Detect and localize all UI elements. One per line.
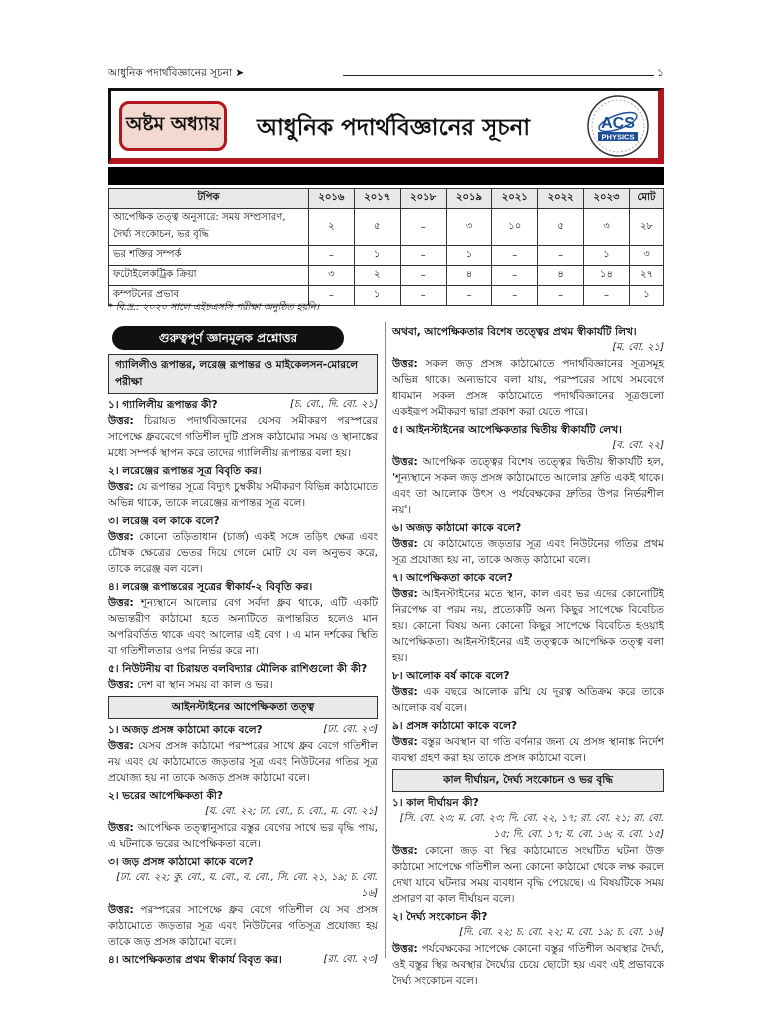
- question: ৮। আলোক বর্ষ কাকে বলে?: [392, 670, 510, 682]
- table-cell: –: [538, 246, 584, 266]
- answer: [108, 820, 378, 852]
- question: ৩। লরেঞ্জ বল কাকে বলে?: [108, 515, 220, 527]
- table-cell: –: [400, 286, 446, 306]
- answer-label: উত্তর:: [392, 538, 418, 550]
- question: [108, 397, 378, 413]
- table-cell: ১: [354, 246, 400, 266]
- table-header-cell: ২০১৭: [354, 189, 400, 209]
- table-row: [109, 246, 664, 266]
- running-head-rule: [343, 75, 654, 76]
- answer: [392, 454, 664, 518]
- table-cell: ২৮: [629, 209, 663, 246]
- answer-text: কোনো তড়িতাধান (চার্জ) একই সঙ্গে তড়িৎ ক্ষেত্র এবং চৌম্বক ক্ষেত্রের ভেতর দিয়ে গেলে মোট যে বল অনুভব করে, তাকে লরেঞ্জ বল বলে।: [108, 531, 378, 575]
- answer-text: আপেক্ষিক তত্ত্বানুসারে বস্তুর বেগের সাথে ভর বৃদ্ধি পায়, এ ঘটনাকে ভরের আপেক্ষিকতা বলে।: [108, 822, 378, 850]
- table-cell: ১৪: [584, 266, 630, 286]
- answer: [392, 586, 664, 666]
- board-reference: [ঢা. বো. ২৩]: [323, 724, 378, 735]
- table-cell: ভর শক্তির সম্পর্ক: [109, 246, 309, 266]
- left-column: [108, 322, 378, 968]
- table-cell: ১: [584, 246, 630, 266]
- running-head-title: আধুনিক পদার্থবিজ্ঞানের সূচনা ➤: [108, 67, 245, 79]
- chapter-label: অষ্টম অধ্যায়: [119, 101, 227, 151]
- chapter-title: আধুনিক পদার্থবিজ্ঞানের সূচনা: [257, 114, 531, 141]
- answer-text: শূন্যস্থানে আলোর বেগ সর্বদা ধ্রুব থাকে, এটি একটি অভ্যন্তরীণ কাঠামো হতে অন্যটিতে রূপান্তরিত হলেও মান অপরিবর্তিত থাকে এবং আলোর এই বেগ । এ মান দর্শকের স্থিতি বা গতিশীলতার ওপর নির্ভর করে না।: [108, 597, 378, 657]
- answer: [108, 479, 378, 511]
- table-header-cell: ২০২৩: [584, 189, 630, 209]
- answer-text: পরস্পরের সাপেক্ষে ধ্রুব বেগে গতিশীল যে সব প্রসঙ্গ কাঠামোতে জড়তার সূত্র এবং নিউটনের গতিসূত্র প্রযোজ্য হয় তাকে জড় প্রসঙ্গ কাঠামো বলে।: [108, 904, 378, 948]
- answer-text: যে রূপান্তর সূত্রে বিদ্যুৎ চুম্বকীয় সমীকরণ বিভিন্ন কাঠামোতে অভিন্ন থাকে, তাকে লরেঞ্জের রূপান্তর সূত্র বলে।: [108, 481, 378, 509]
- question: ৫। আইনস্টাইনের আপেক্ষিকতার দ্বিতীয় স্বীকার্যটি লেখ।: [392, 424, 622, 436]
- table-cell: ৫: [354, 209, 400, 246]
- table-cell: ফটোইলেকট্রিক ক্রিয়া: [109, 266, 309, 286]
- acs-physics-logo-icon: [586, 94, 650, 158]
- table-cell: ১০: [492, 209, 538, 246]
- answer-text: আইনস্টাইনের মতে স্থান, কাল এবং ভর এদের কোনোটিই নিরপেক্ষ বা পরম নয়, প্রত্যেকটি অন্য কিছুর সাপেক্ষে বিবেচিত হয়। কোনো বিষয় অন্য কোনো কিছুর সাপেক্ষে বিবেচিত হওয়াই আপেক্ষিকতা। আইনস্টাইনের এই তত্ত্বকে আপেক্ষিক তত্ত্ব বলা হয়।: [392, 588, 664, 664]
- answer: [392, 684, 664, 716]
- answer-label: উত্তর:: [392, 686, 418, 698]
- table-cell: –: [446, 286, 492, 306]
- answer-label: উত্তর:: [392, 845, 418, 857]
- table-cell: ৩: [309, 266, 355, 286]
- table-cell: –: [492, 266, 538, 286]
- answer-text: পর্যবেক্ষকের সাপেক্ষে কোনো বস্তুর গতিশীল অবস্থার দৈর্ঘ্য, ওই বস্তুর স্থির অবস্থার দৈর্ঘ্যের চেয়ে ছোটো হয় এবং এই প্রভাবকে দৈর্ঘ্য সংকোচন বলে।: [392, 943, 664, 987]
- board-reference: [দি. বো. ২২; চ. বো. ২২; ম. বো. ১৯; চ. বো. ১৬]: [459, 927, 664, 938]
- table-header-cell: ২০১৮: [400, 189, 446, 209]
- table-cell: –: [400, 209, 446, 246]
- question: ২। ভরের আপেক্ষিকতা কী?: [108, 790, 223, 802]
- answer-label: উত্তর:: [108, 481, 134, 493]
- board-reference: [রা. বো. ২৩]: [323, 954, 378, 965]
- answer-text: কোনো জড় বা স্থির কাঠামোতে সংঘটিত ঘটনা উক্ত কাঠামো সাপেক্ষে গতিশীল অন্য কোনো কাঠামো থেকে লক্ষ করলে দেখা যাবে ঘটনার সময় ব্যবধান বৃদ্ধি পেয়েছে। এ বিষয়টিকে সময় প্রসারণ বা কাল দীর্ঘায়ন বলে।: [392, 845, 664, 905]
- question: ৯। প্রসঙ্গ কাঠামো কাকে বলে?: [392, 720, 518, 732]
- answer-label: উত্তর:: [108, 679, 134, 691]
- question: ২। দৈর্ঘ্য সংকোচন কী?: [392, 911, 488, 923]
- subsection-heading: গ্যালিলীও রূপান্তর, লরেঞ্জ রূপান্তর ও মাইকেলসন-মোরলে পরীক্ষা: [108, 354, 378, 394]
- right-column: [392, 322, 664, 989]
- answer: [108, 595, 378, 659]
- board-reference: [ঢা. বো. ২২; কু. বো., য. বো., ব. বো., সি. বো. ২১, ১৯; চ. বো. ১৬]: [116, 872, 378, 899]
- board-reference: [সি. বো. ২৩; ম. বো. ২৩; দি. বো. ২২, ১৭; রা. বো. ২১; রা. বো. ১৫; দি. বো. ১৭; য. বো. ১৬; ব. বো. ১৫]: [399, 813, 664, 840]
- answer-label: উত্তর:: [108, 822, 134, 834]
- table-cell: –: [400, 266, 446, 286]
- answer: [392, 941, 664, 989]
- logo-text-bottom: PHYSICS: [601, 132, 635, 142]
- answer-text: চিরায়ত পদার্থবিজ্ঞানের যেসব সমীকরণ পরস্পরের সাপেক্ষে ধ্রুববেগে গতিশীল দুটি প্রসঙ্গ কাঠামোর সময় ও স্থানাঙ্কের মধ্যে সম্পর্ক স্থাপন করে তাদের গ্যালিলীয় রূপান্তর বলা হয়।: [108, 415, 378, 459]
- answer-text: যে কাঠামোতে জড়তার সূত্র এবং নিউটনের গতির প্রথম সূত্র প্রযোজ্য হয় না, তাকে অজড় কাঠামো বলে।: [392, 538, 664, 566]
- chapter-banner: [108, 88, 664, 164]
- table-cell: আপেক্ষিক তত্ত্ব অনুসারে: সময় সম্প্রসারণ, দৈর্ঘ্য সংকোচন, ভর বৃদ্ধি: [109, 209, 309, 246]
- question-text: ৪। আপেক্ষিকতার প্রথম স্বীকার্য বিবৃত কর।: [108, 954, 282, 966]
- table-row: [109, 266, 664, 286]
- board-reference: [চ. বো., দি. বো. ২১]: [290, 399, 378, 410]
- table-cell: ৩: [584, 209, 630, 246]
- topic-year-table: [108, 188, 664, 306]
- answer-label: উত্তর:: [392, 588, 418, 600]
- answer: [392, 843, 664, 907]
- answer-label: উত্তর:: [108, 740, 134, 752]
- table-cell: ১: [446, 246, 492, 266]
- table-cell: ৩: [629, 246, 663, 266]
- table-cell: ৩: [446, 209, 492, 246]
- answer: [392, 734, 664, 766]
- table-header-cell: টপিক: [109, 189, 309, 209]
- answer: [108, 677, 378, 693]
- table-cell: ১: [629, 286, 663, 306]
- table-header-row: [109, 189, 664, 209]
- question: ১। কাল দীর্ঘায়ন কী?: [392, 797, 479, 809]
- table-cell: –: [400, 246, 446, 266]
- table-cell: ১: [354, 286, 400, 306]
- question: ৫। নিউটনীয় বা চিরায়ত বলবিদ্যার মৌলিক রাশিগুলো কী কী?: [108, 663, 368, 675]
- question: ৩। জড় প্রসঙ্গ কাঠামো কাকে বলে?: [108, 856, 254, 868]
- table-cell: ৪: [446, 266, 492, 286]
- table-cell: ২: [309, 209, 355, 246]
- question: ৪। লরেঞ্জ রূপান্তরের সূত্রের স্বীকার্য-২ বিবৃতি কর।: [108, 581, 313, 593]
- column-divider: [385, 322, 386, 958]
- question: [108, 722, 378, 738]
- answer-label: উত্তর:: [108, 904, 134, 916]
- black-divider-bar: [108, 167, 664, 185]
- board-reference: [ম. বো. ২১]: [612, 342, 664, 353]
- table-header-cell: ২০১৬: [309, 189, 355, 209]
- answer: [392, 536, 664, 568]
- answer-text: দেশ বা স্থান সময় বা কাল ও ভর।: [137, 679, 273, 691]
- table-cell: ২: [354, 266, 400, 286]
- subsection-heading: আইনস্টাইনের আপেক্ষিকতা তত্ত্ব: [108, 696, 378, 719]
- page-number: ১: [657, 67, 664, 79]
- answer-text: বস্তুর অবস্থান বা গতি বর্ণনার জন্য যে প্রসঙ্গ স্থানাঙ্ক নির্দেশ ব্যবস্থা গ্রহণ করা হয় তাকে প্রসঙ্গ কাঠামো বলে।: [392, 736, 665, 764]
- table-cell: –: [538, 286, 584, 306]
- table-header-cell: ২০২২: [538, 189, 584, 209]
- table-footnote: * বি.দ্র.: ২০২০ সালে এইচএসসি পরীক্ষা অনুষ্ঠিত হয়নি।: [108, 302, 320, 313]
- table-cell: কম্পটনের প্রভাব: [109, 286, 309, 306]
- logo-text-top: ACS: [601, 115, 635, 132]
- table-cell: ৪: [538, 266, 584, 286]
- table-cell: –: [492, 246, 538, 266]
- question: ২। লরেঞ্জের রূপান্তর সূত্র বিবৃতি কর।: [108, 465, 262, 477]
- section-title: গুরুত্বপূর্ণ জ্ঞানমূলক প্রশ্নোত্তর: [112, 326, 344, 350]
- table-cell: ২৭: [629, 266, 663, 286]
- answer: [108, 529, 378, 577]
- board-reference: [ব. বো. ২২]: [612, 440, 664, 451]
- answer-text: আপেক্ষিক তত্ত্বের বিশেষ তত্ত্বের দ্বিতীয় স্বীকার্যটি হল, 'শূন্যস্থানে সকল জড় প্রসঙ্গ কাঠামোতে আলোর দ্রুতি একই থাকে। এবং তা আলোক উৎস ও পর্যবেক্ষকের দ্রুতির উপর নির্ভরশীল নয়'।: [392, 456, 664, 516]
- subsection-heading: কাল দীর্ঘায়ন, দৈর্ঘ্য সংকোচন ও ভর বৃদ্ধি: [392, 769, 664, 792]
- table-cell: –: [309, 286, 355, 306]
- question: [108, 952, 378, 968]
- table-cell: –: [492, 286, 538, 306]
- running-head: [108, 66, 664, 82]
- answer: [108, 413, 378, 461]
- answer-label: উত্তর:: [392, 358, 418, 370]
- answer: [392, 356, 664, 420]
- answer: [108, 738, 378, 786]
- question-text: ১। অজড় প্রসঙ্গ কাঠামো কাকে বলে?: [108, 724, 263, 736]
- table-cell: –: [309, 246, 355, 266]
- table-row: [109, 209, 664, 246]
- answer-text: সকল জড় প্রসঙ্গ কাঠামোতে পদার্থবিজ্ঞানের সূত্রসমূহ অভিন্ন থাকে। অন্যভাবে বলা যায়, পরস্পরের সাথে সমবেগে ধাবমান সকল প্রসঙ্গ কাঠামোতে পদার্থবিজ্ঞানের সূত্রগুলো একইরূপ সমীকরণ দ্বারা প্রকাশ করা যেতে পারে।: [392, 358, 664, 418]
- table-header-cell: মোট: [629, 189, 663, 209]
- question-text: ১। গ্যালিলীয় রূপান্তর কী?: [108, 399, 218, 411]
- answer-text: যেসব প্রসঙ্গ কাঠামো পরস্পরের সাথে ধ্রুব বেগে গতিশীল নয় এবং যে কাঠামোতে জড়তার সূত্র এবং নিউটনের গতির সূত্র প্রযোজ্য হয় না তাকে অজড় প্রসঙ্গ কাঠামো বলে।: [108, 740, 378, 784]
- answer-label: উত্তর:: [108, 597, 134, 609]
- table-cell: –: [584, 286, 630, 306]
- answer-label: উত্তর:: [392, 456, 418, 468]
- table-cell: ৫: [538, 209, 584, 246]
- question: ৬। অজড় কাঠামো কাকে বলে?: [392, 522, 522, 534]
- question: অথবা, আপেক্ষিকতার বিশেষ তত্ত্বের প্রথম স্বীকার্যটি লিখ।: [392, 326, 637, 338]
- answer-label: উত্তর:: [108, 531, 134, 543]
- answer-label: উত্তর:: [392, 943, 418, 955]
- table-header-cell: ২০১৯: [446, 189, 492, 209]
- answer-text: এক বছরে আলোক রশ্মি যে দূরত্ব অতিক্রম করে তাকে আলোক বর্ষ বলে।: [392, 686, 664, 714]
- board-reference: [য. বো. ২২; ঢা. বো., চ. বো., ম. বো. ২১]: [205, 806, 378, 817]
- answer-label: উত্তর:: [392, 736, 418, 748]
- question: ৭। আপেক্ষিকতা কাকে বলে?: [392, 572, 513, 584]
- answer: [108, 902, 378, 950]
- answer-label: উত্তর:: [108, 415, 134, 427]
- table-header-cell: ২০২১: [492, 189, 538, 209]
